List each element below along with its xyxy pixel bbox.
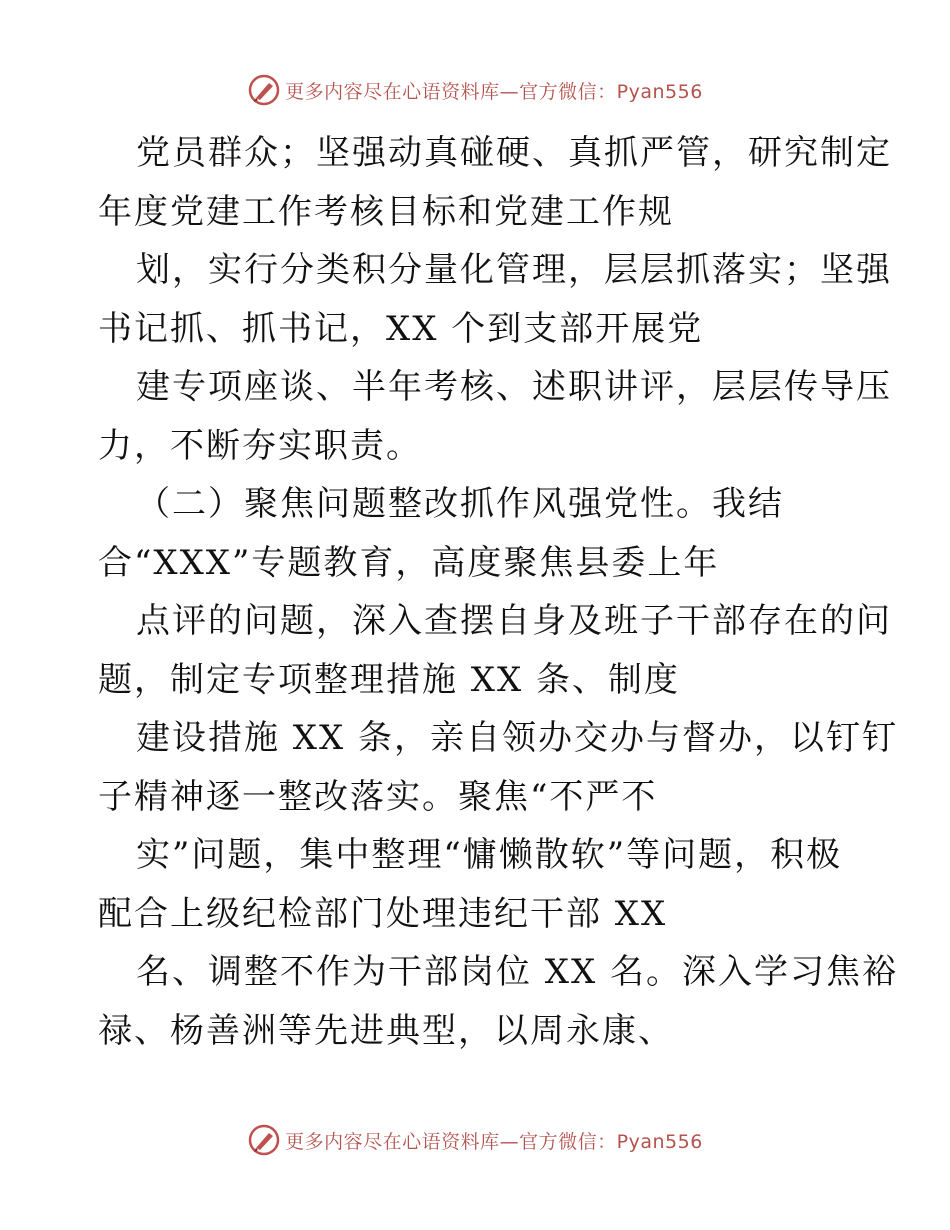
header-banner (0, 70, 950, 110)
pen-logo-icon (247, 1123, 281, 1157)
body-line: 合“XXX”专题教育，高度聚焦县委上年 (98, 542, 720, 583)
body-line: 子精神逐一整改落实。聚焦“不严不 (98, 776, 658, 817)
pen-logo-icon (247, 73, 281, 107)
body-line: 党员群众；坚强动真碰硬、真抓严管，研究制定 (136, 133, 892, 173)
body-line: 力，不断夯实职责。 (98, 425, 422, 466)
body-line: 禄、杨善洲等先进典型，以周永康、 (98, 1010, 674, 1051)
body-line: 划，实行分类积分量化管理，层层抓落实；坚强 (136, 250, 892, 290)
body-line: 配合上级纪检部门处理违纪干部 XX (98, 893, 668, 934)
body-line: 实”问题，集中整理“慵懒散软”等问题，积极 (136, 835, 843, 875)
body-line: 建设措施 XX 条，亲自领办交办与督办，以钉钉 (136, 718, 899, 758)
body-line: 题，制定专项整理措施 XX 条、制度 (98, 659, 681, 700)
body-line: 名、调整不作为干部岗位 XX 名。深入学习焦裕 (136, 952, 899, 992)
section-heading-line: （二）聚焦问题整改抓作风强党性。我结 (136, 484, 784, 524)
document-body (98, 124, 899, 1060)
footer-banner (0, 1120, 950, 1160)
body-line: 建专项座谈、半年考核、述职讲评，层层传导压 (136, 367, 892, 407)
header-banner-text: 更多内容尽在心语资料库—官方微信：Pyan556 (285, 80, 703, 103)
body-line: 书记抓、抓书记，XX 个到支部开展党 (98, 308, 704, 349)
footer-banner-text: 更多内容尽在心语资料库—官方微信：Pyan556 (285, 1130, 703, 1153)
body-line: 点评的问题，深入查摆自身及班子干部存在的问 (136, 601, 892, 641)
body-line: 年度党建工作考核目标和党建工作规 (98, 191, 674, 232)
